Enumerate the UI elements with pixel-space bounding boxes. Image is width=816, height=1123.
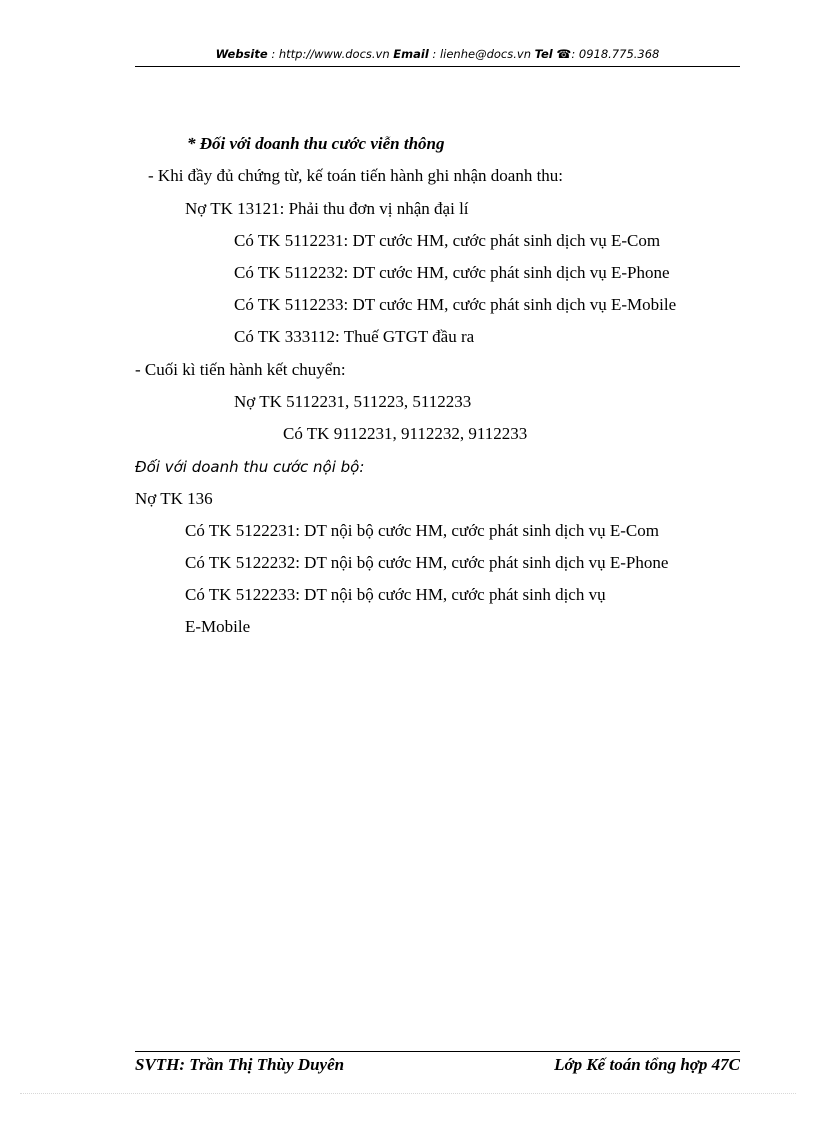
body-line: Có TK 333112: Thuế GTGT đầu ra — [234, 327, 475, 346]
body-line: Nợ TK 13121: Phải thu đơn vị nhận đại lí — [185, 199, 469, 218]
body-line: - Khi đầy đủ chứng từ, kế toán tiến hành ghi nhận doanh thu: — [148, 166, 564, 185]
body-line: E-Mobile — [185, 617, 251, 636]
footer-author: SVTH: Trần Thị Thùy Duyên — [135, 1055, 345, 1074]
website-value: : http://www.docs.vn — [267, 47, 394, 61]
subsection-heading: Đối với doanh thu cước nội bộ: — [135, 458, 365, 476]
tel-value: : 0918.775.368 — [571, 47, 660, 61]
section-title: * Đối với doanh thu cước viễn thông — [187, 134, 445, 153]
phone-icon: ☎ — [556, 47, 572, 61]
website-label: Website — [215, 47, 268, 61]
page-bottom-border — [20, 1093, 796, 1094]
footer-divider — [135, 1051, 740, 1052]
body-line: - Cuối kì tiến hành kết chuyển: — [135, 360, 346, 379]
body-line: Có TK 5122233: DT nội bộ cước HM, cước phát sinh dịch vụ — [185, 585, 606, 604]
body-line: Có TK 5112233: DT cước HM, cước phát sinh dịch vụ E-Mobile — [234, 295, 677, 314]
footer-class: Lớp Kế toán tổng hợp 47C — [554, 1055, 740, 1074]
body-line: Có TK 5112232: DT cước HM, cước phát sinh dịch vụ E-Phone — [234, 263, 670, 282]
email-value: : lienhe@docs.vn — [428, 47, 535, 61]
body-line: Nợ TK 136 — [135, 489, 213, 508]
page-header — [135, 47, 740, 61]
body-line: Có TK 5122232: DT nội bộ cước HM, cước phát sinh dịch vụ E-Phone — [185, 553, 669, 572]
body-line: Có TK 5122231: DT nội bộ cước HM, cước phát sinh dịch vụ E-Com — [185, 521, 659, 540]
email-label: Email — [393, 47, 429, 61]
body-line: Có TK 5112231: DT cước HM, cước phát sinh dịch vụ E-Com — [234, 231, 661, 250]
header-divider — [135, 66, 740, 67]
body-line: Nợ TK 5112231, 511223, 5112233 — [234, 392, 472, 411]
body-line: Có TK 9112231, 9112232, 9112233 — [283, 424, 528, 443]
tel-label: Tel — [534, 47, 553, 61]
